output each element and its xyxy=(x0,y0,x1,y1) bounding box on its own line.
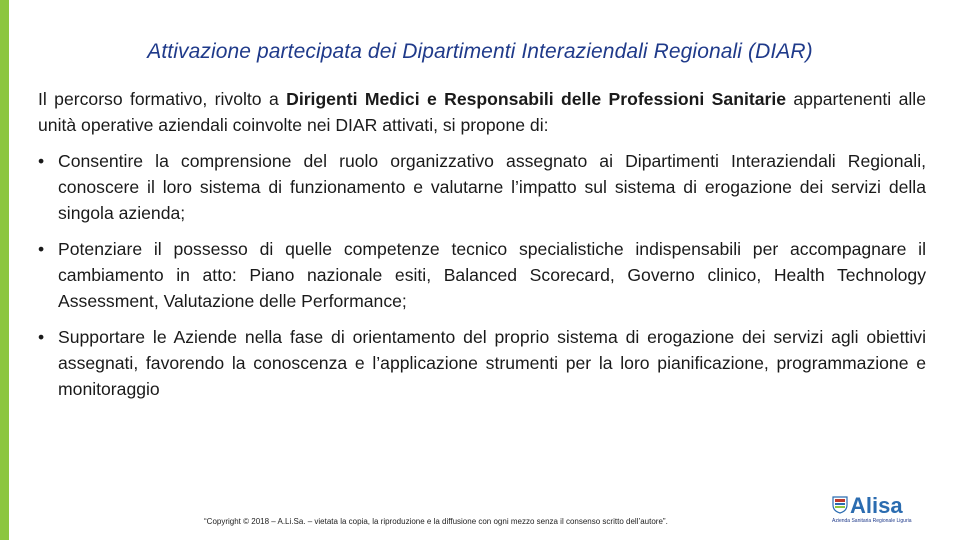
logo-tagline: Azienda Sanitaria Regionale Liguria xyxy=(832,518,912,524)
list-item xyxy=(38,236,926,314)
bullet-icon: • xyxy=(38,151,45,171)
alisa-logo xyxy=(832,494,928,528)
list-item-text: Potenziare il possesso di quelle competenze tecnico specialistiche indispensabili per accompagnare il cambiamento in atto: Piano nazionale esiti, Balanced Scorecard, Governo clinico, Health Technology Assessment, Valutazione delle Performance; xyxy=(58,239,926,311)
objectives-list xyxy=(38,148,926,402)
intro-paragraph xyxy=(38,86,926,138)
list-item xyxy=(38,324,926,402)
bullet-icon: • xyxy=(38,327,45,347)
accent-bar xyxy=(0,0,9,540)
copyright-notice: “Copyright © 2018 – A.Li.Sa. – vietata la copia, la riproduzione e la diffusione con ogni mezzo senza il consenso scritto dell’autore”. xyxy=(204,517,668,526)
slide-title: Attivazione partecipata dei Dipartimenti Interaziendali Regionali (DIAR) xyxy=(147,40,813,63)
slide-body xyxy=(38,86,926,412)
intro-text-end: appartenenti alle unità operative aziendali coinvolte nei DIAR attivati, si propone di: xyxy=(38,89,926,135)
list-item-text: Consentire la comprensione del ruolo organizzativo assegnato ai Dipartimenti Interaziendali Regionali, conoscere il loro sistema di funzionamento e valutarne l’impatto sul sistema di erogazione dei servizi della singola azienda; xyxy=(58,151,926,223)
region-emblem-icon xyxy=(832,496,848,514)
logo-wordmark: Alisa xyxy=(850,493,903,518)
list-item-text: Supportare le Aziende nella fase di orientamento del proprio sistema di erogazione dei servizi agli obiettivi assegnati, favorendo la conoscenza e l’applicazione strumenti per la loro pianificazione, programmazione e monitoraggio xyxy=(58,327,926,399)
bullet-icon: • xyxy=(38,239,45,259)
intro-text-start: Il percorso formativo, rivolto a xyxy=(38,89,287,109)
list-item xyxy=(38,148,926,226)
intro-bold-target-audience: Dirigenti Medici e Responsabili delle Professioni Sanitarie xyxy=(286,89,787,109)
